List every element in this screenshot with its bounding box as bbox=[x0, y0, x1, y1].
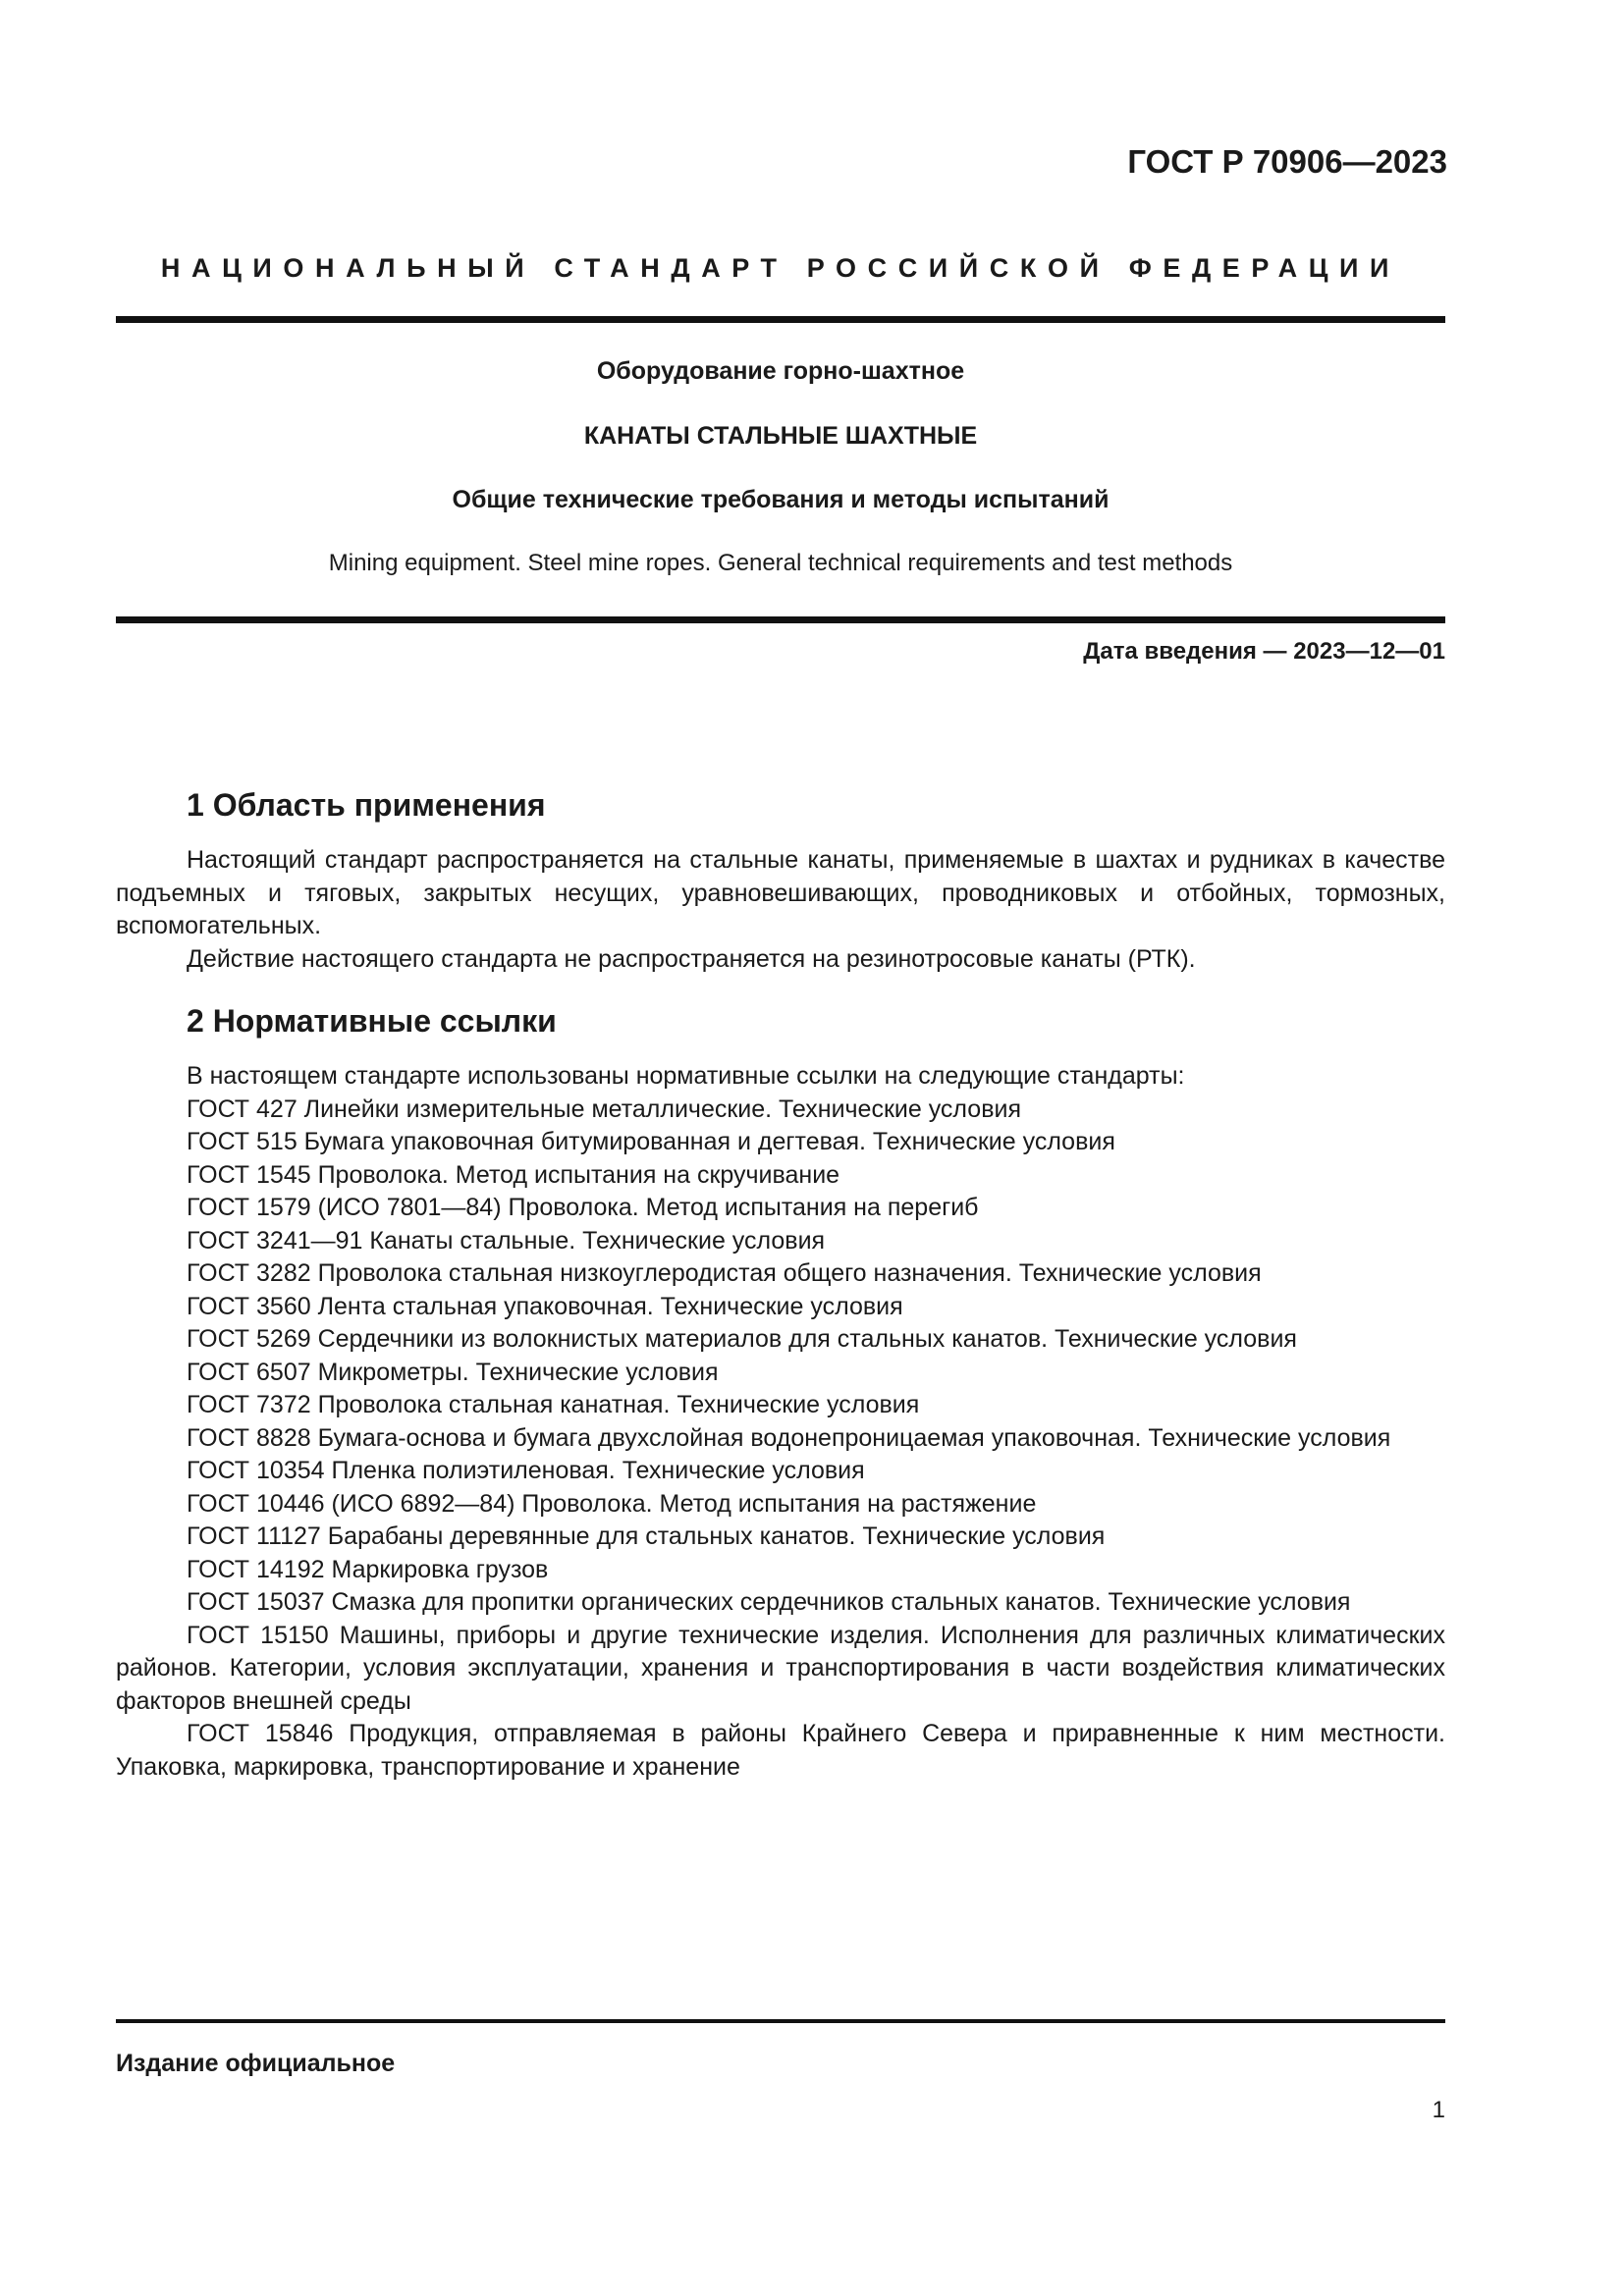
document-number: ГОСТ Р 70906—2023 bbox=[1127, 143, 1447, 180]
reference-item: ГОСТ 15037 Смазка для пропитки органических сердечников стальных канатов. Технические условия bbox=[187, 1588, 1351, 1616]
title-line-1: Оборудование горно-шахтное bbox=[596, 357, 965, 385]
reference-item: ГОСТ 8828 Бумага-основа и бумага двухслойная водонепроницаемая упаковочная. Технические условия bbox=[187, 1423, 1391, 1452]
top-divider bbox=[116, 316, 1445, 323]
reference-item: ГОСТ 10446 (ИСО 6892—84) Проволока. Метод испытания на растяжение bbox=[187, 1489, 1037, 1518]
section-1-paragraph: Настоящий стандарт распространяется на стальные канаты, применяемые в шахтах и рудниках в качестве подъемных и тяговых, закрытых несущих, уравновешивающих, проводниковых и отбойных, тормозных, вспомогательных. bbox=[116, 846, 1445, 939]
reference-item: ГОСТ 3560 Лента стальная упаковочная. Технические условия bbox=[187, 1292, 903, 1320]
title-bottom-divider bbox=[116, 616, 1445, 623]
reference-item: ГОСТ 10354 Пленка полиэтиленовая. Технические условия bbox=[187, 1457, 865, 1484]
section-1-heading: 1 Область применения bbox=[187, 787, 546, 823]
reference-item: ГОСТ 11127 Барабаны деревянные для стальных канатов. Технические условия bbox=[187, 1522, 1106, 1550]
reference-item: ГОСТ 427 Линейки измерительные металлические. Технические условия bbox=[187, 1095, 1021, 1123]
english-title: Mining equipment. Steel mine ropes. General technical requirements and test methods bbox=[328, 550, 1233, 576]
reference-item: ГОСТ 7372 Проволока стальная канатная. Технические условия bbox=[187, 1391, 920, 1418]
reference-item: ГОСТ 3282 Проволока стальная низкоуглеродистая общего назначения. Технические условия bbox=[187, 1259, 1262, 1287]
reference-item: ГОСТ 1579 (ИСО 7801—84) Проволока. Метод испытания на перегиб bbox=[187, 1194, 979, 1221]
section-2-heading: 2 Нормативные ссылки bbox=[187, 1003, 557, 1039]
introduction-date: Дата введения — 2023—12—01 bbox=[1083, 638, 1445, 665]
official-edition-label: Издание официальное bbox=[116, 2050, 396, 2077]
section-2-intro: В настоящем стандарте использованы нормативные ссылки на следующие стандарты: bbox=[187, 1062, 1185, 1090]
footer-divider bbox=[116, 2019, 1445, 2023]
title-line-3: Общие технические требования и методы испытаний bbox=[452, 486, 1110, 513]
document-body bbox=[116, 785, 1445, 1784]
reference-item: ГОСТ 6507 Микрометры. Технические условия bbox=[187, 1358, 719, 1386]
section-1-paragraph: Действие настоящего стандарта не распространяется на резинотросовые канаты (РТК). bbox=[187, 944, 1196, 973]
title-line-2: КАНАТЫ СТАЛЬНЫЕ ШАХТНЫЕ bbox=[583, 422, 978, 450]
reference-item: ГОСТ 5269 Сердечники из волокнистых материалов для стальных канатов. Технические условия bbox=[187, 1325, 1297, 1353]
national-standard-title: НАЦИОНАЛЬНЫЙ СТАНДАРТ РОССИЙСКОЙ ФЕДЕРАЦИИ bbox=[160, 253, 1401, 283]
reference-item: ГОСТ 515 Бумага упаковочная битумированная и дегтевая. Технические условия bbox=[187, 1128, 1115, 1155]
page-number: 1 bbox=[1432, 2097, 1445, 2123]
reference-item: ГОСТ 1545 Проволока. Метод испытания на скручивание bbox=[187, 1160, 840, 1189]
reference-item: ГОСТ 15150 Машины, приборы и другие технические изделия. Исполнения для различных климатических районов. Категории, условия эксплуатации, хранения и транспортирования в части воздействия климатических факторов внешней среды bbox=[116, 1621, 1445, 1715]
reference-item: ГОСТ 3241—91 Канаты стальные. Технические условия bbox=[187, 1226, 826, 1255]
reference-item: ГОСТ 14192 Маркировка грузов bbox=[187, 1555, 549, 1583]
reference-item: ГОСТ 15846 Продукция, отправляемая в районы Крайнего Севера и приравненные к ним местности. Упаковка, маркировка, транспортирование и хранение bbox=[116, 1720, 1445, 1781]
